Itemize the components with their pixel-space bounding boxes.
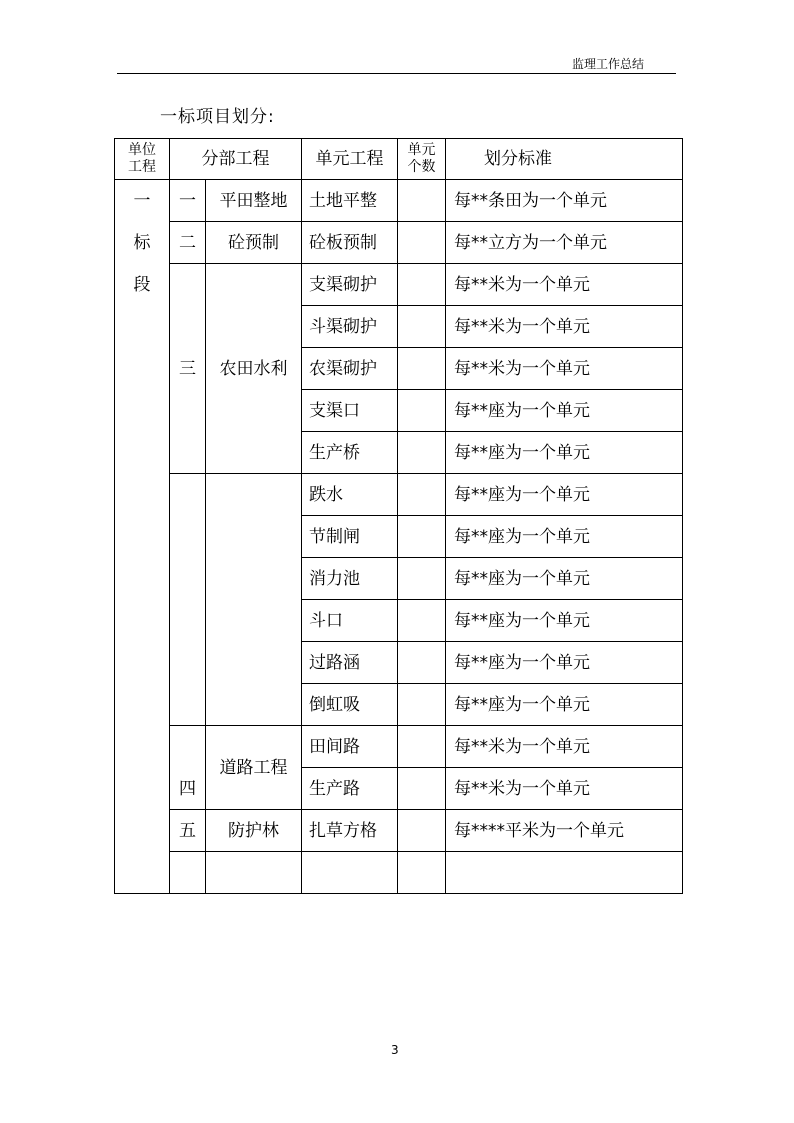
count-cell: [398, 474, 446, 516]
group-name: 砼预制: [206, 222, 302, 264]
group-name: 农田水利: [206, 264, 302, 474]
count-cell: [398, 432, 446, 474]
group-name: 平田整地: [206, 180, 302, 222]
standard-cell: 每**座为一个单元: [446, 432, 683, 474]
group-index: 四: [170, 726, 206, 810]
group-name: 防护林: [206, 810, 302, 852]
count-cell: [398, 264, 446, 306]
table-row: [115, 222, 683, 264]
element-cell: 斗口: [302, 600, 398, 642]
table-row: [115, 474, 683, 516]
table-header-row: [115, 139, 683, 180]
standard-cell: 每**米为一个单元: [446, 768, 683, 810]
count-cell: [398, 726, 446, 768]
count-cell: [398, 180, 446, 222]
header-division-standard: 划分标准: [446, 139, 683, 180]
element-cell: 田间路: [302, 726, 398, 768]
standard-cell: 每**座为一个单元: [446, 390, 683, 432]
element-cell: 土地平整: [302, 180, 398, 222]
element-cell: 跌水: [302, 474, 398, 516]
table-row: [115, 852, 683, 894]
header-division-project: 分部工程: [170, 139, 302, 180]
element-cell: 生产桥: [302, 432, 398, 474]
standard-cell: 每**立方为一个单元: [446, 222, 683, 264]
group-index: 三: [170, 264, 206, 474]
standard-cell: 每**米为一个单元: [446, 306, 683, 348]
unit-project-cell: 一 标 段: [115, 180, 170, 894]
table-row: [115, 810, 683, 852]
header-element-count: 单元 个数: [398, 139, 446, 180]
group-name-blank: [206, 852, 302, 894]
standard-cell: 每**米为一个单元: [446, 264, 683, 306]
standard-cell: 每**座为一个单元: [446, 600, 683, 642]
section-title: 一标项目划分:: [160, 107, 275, 127]
element-cell: 消力池: [302, 558, 398, 600]
group-index: 一: [170, 180, 206, 222]
group-index: 五: [170, 810, 206, 852]
header-unit-project: 单位 工程: [115, 139, 170, 180]
count-cell: [398, 390, 446, 432]
count-cell: [398, 852, 446, 894]
division-table: [114, 138, 683, 894]
element-cell: 节制闸: [302, 516, 398, 558]
group-index: 二: [170, 222, 206, 264]
count-cell: [398, 516, 446, 558]
element-cell: [302, 852, 398, 894]
element-cell: 支渠口: [302, 390, 398, 432]
element-cell: 支渠砌护: [302, 264, 398, 306]
standard-cell: 每**条田为一个单元: [446, 180, 683, 222]
standard-cell: 每**座为一个单元: [446, 474, 683, 516]
table-row: [115, 726, 683, 768]
count-cell: [398, 348, 446, 390]
count-cell: [398, 222, 446, 264]
element-cell: 农渠砌护: [302, 348, 398, 390]
element-cell: 斗渠砌护: [302, 306, 398, 348]
standard-cell: 每**米为一个单元: [446, 348, 683, 390]
element-cell: 倒虹吸: [302, 684, 398, 726]
group-name: 道路工程: [206, 726, 302, 810]
count-cell: [398, 600, 446, 642]
count-cell: [398, 558, 446, 600]
running-header: 监理工作总结: [572, 57, 645, 71]
group-index-blank: [170, 852, 206, 894]
element-cell: 砼板预制: [302, 222, 398, 264]
header-element-project: 单元工程: [302, 139, 398, 180]
header-rule: [117, 73, 676, 74]
standard-cell: 每**座为一个单元: [446, 516, 683, 558]
count-cell: [398, 642, 446, 684]
standard-cell: 每**座为一个单元: [446, 684, 683, 726]
element-cell: 过路涵: [302, 642, 398, 684]
count-cell: [398, 684, 446, 726]
standard-cell: 每**座为一个单元: [446, 558, 683, 600]
standard-cell: 每**座为一个单元: [446, 642, 683, 684]
element-cell: 生产路: [302, 768, 398, 810]
count-cell: [398, 306, 446, 348]
group-name-blank: [206, 474, 302, 726]
standard-cell: 每****平米为一个单元: [446, 810, 683, 852]
element-cell: 扎草方格: [302, 810, 398, 852]
standard-cell: 每**米为一个单元: [446, 726, 683, 768]
table-row: [115, 180, 683, 222]
count-cell: [398, 768, 446, 810]
standard-cell: [446, 852, 683, 894]
table-row: [115, 264, 683, 306]
page-number: 3: [391, 1043, 399, 1057]
group-index-blank: [170, 474, 206, 726]
count-cell: [398, 810, 446, 852]
